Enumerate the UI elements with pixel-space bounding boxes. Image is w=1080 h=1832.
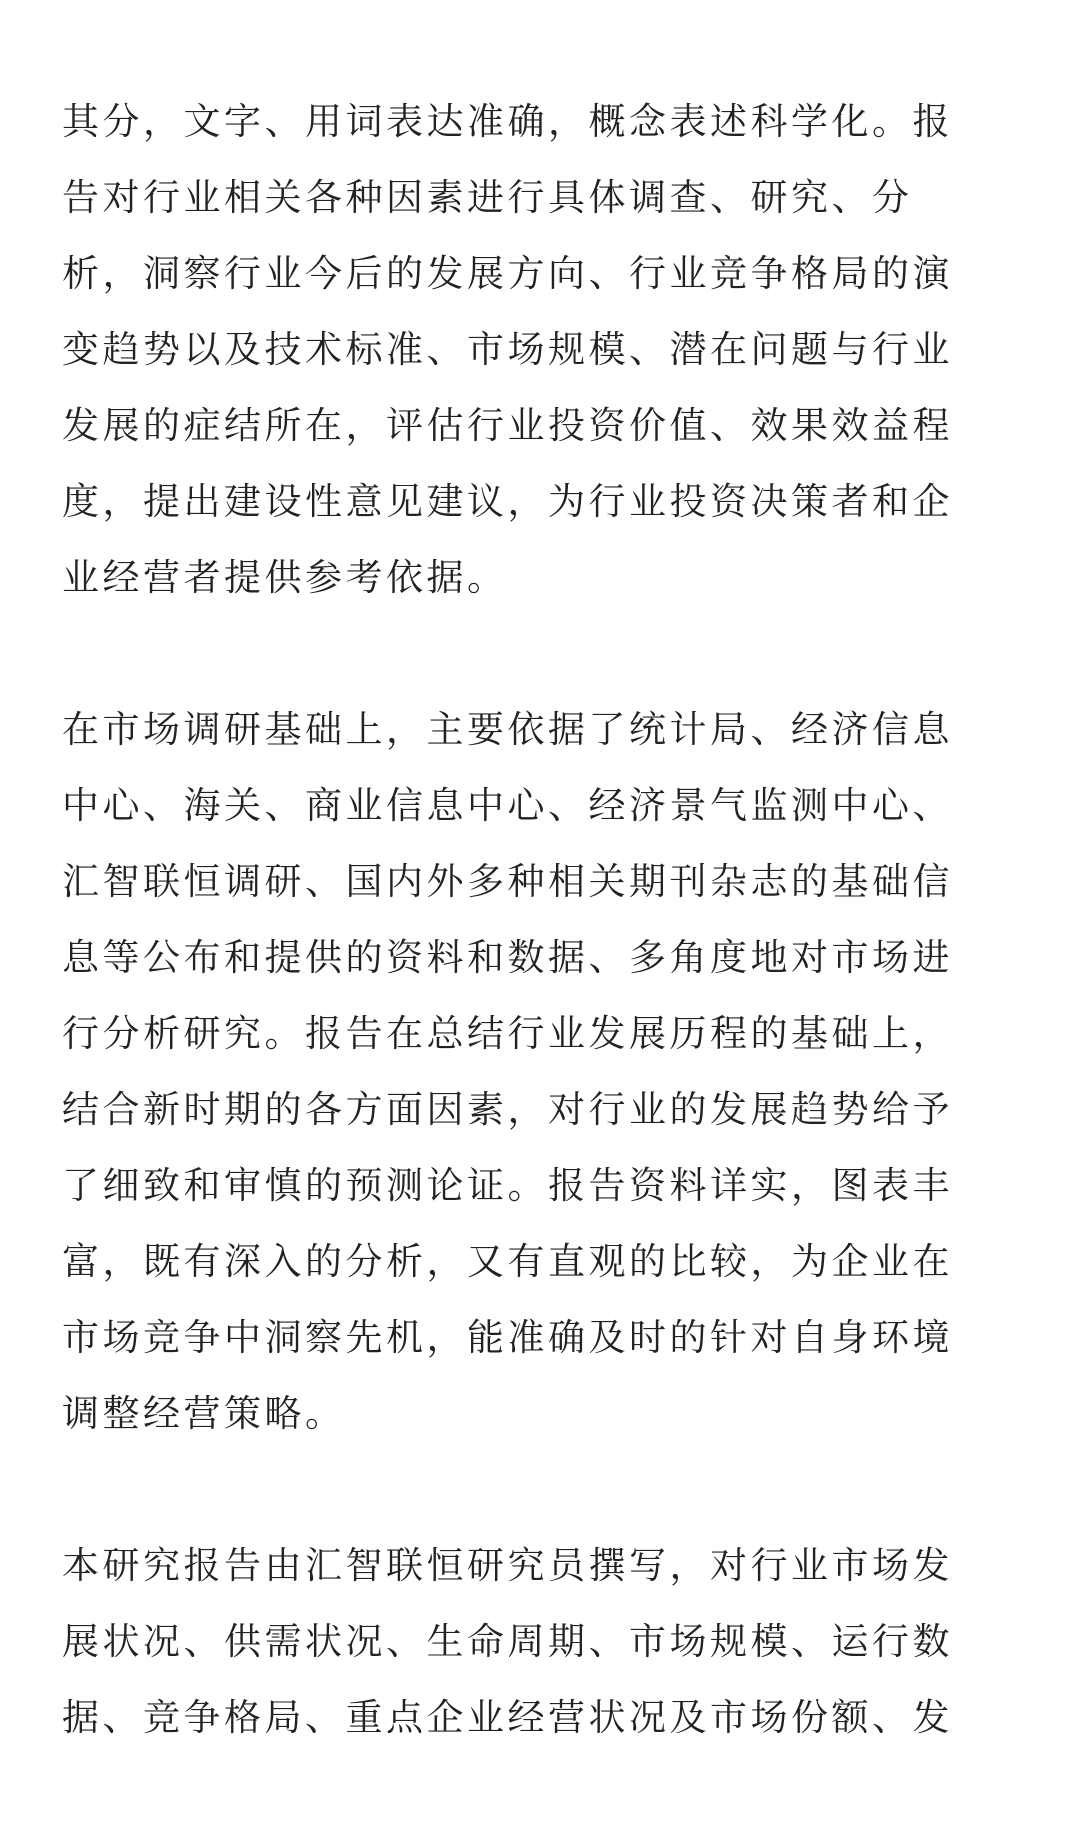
article-body [62, 84, 1022, 1832]
text-line: 调整经营策略。 [62, 1392, 346, 1435]
text-line: 中心、海关、商业信息中心、经济景气监测中心、 [62, 784, 953, 827]
text-line: 告对行业相关各种因素进行具体调查、研究、分 [62, 176, 913, 219]
text-line: 度，提出建设性意见建议，为行业投资决策者和企 [62, 480, 953, 523]
text-line: 发展的症结所在，评估行业投资价值、效果效益程 [62, 404, 953, 447]
text-line: 展状况、供需状况、生命周期、市场规模、运行数 [62, 1620, 953, 1663]
text-line: 本研究报告由汇智联恒研究员撰写，对行业市场发 [62, 1544, 953, 1587]
paragraph-2 [62, 692, 1022, 1452]
text-line: 息等公布和提供的资料和数据、多角度地对市场进 [62, 936, 953, 979]
paragraph-3 [62, 1528, 1022, 1756]
text-line: 业经营者提供参考依据。 [62, 556, 508, 599]
text-line: 了细致和审慎的预测论证。报告资料详实，图表丰 [62, 1164, 953, 1207]
text-line: 行分析研究。报告在总结行业发展历程的基础上， [62, 1012, 953, 1055]
text-line: 在市场调研基础上，主要依据了统计局、经济信息 [62, 708, 953, 751]
text-line: 其分，文字、用词表达准确，概念表述科学化。报 [62, 100, 953, 143]
text-line: 变趋势以及技术标准、市场规模、潜在问题与行业 [62, 328, 953, 371]
text-line: 市场竞争中洞察先机，能准确及时的针对自身环境 [62, 1316, 953, 1359]
text-line: 汇智联恒调研、国内外多种相关期刊杂志的基础信 [62, 860, 953, 903]
text-line: 富，既有深入的分析，又有直观的比较，为企业在 [62, 1240, 953, 1283]
text-line: 结合新时期的各方面因素，对行业的发展趋势给予 [62, 1088, 953, 1131]
text-line: 据、竞争格局、重点企业经营状况及市场份额、发 [62, 1696, 953, 1739]
text-line: 析，洞察行业今后的发展方向、行业竞争格局的演 [62, 252, 953, 295]
paragraph-1 [62, 84, 1022, 616]
